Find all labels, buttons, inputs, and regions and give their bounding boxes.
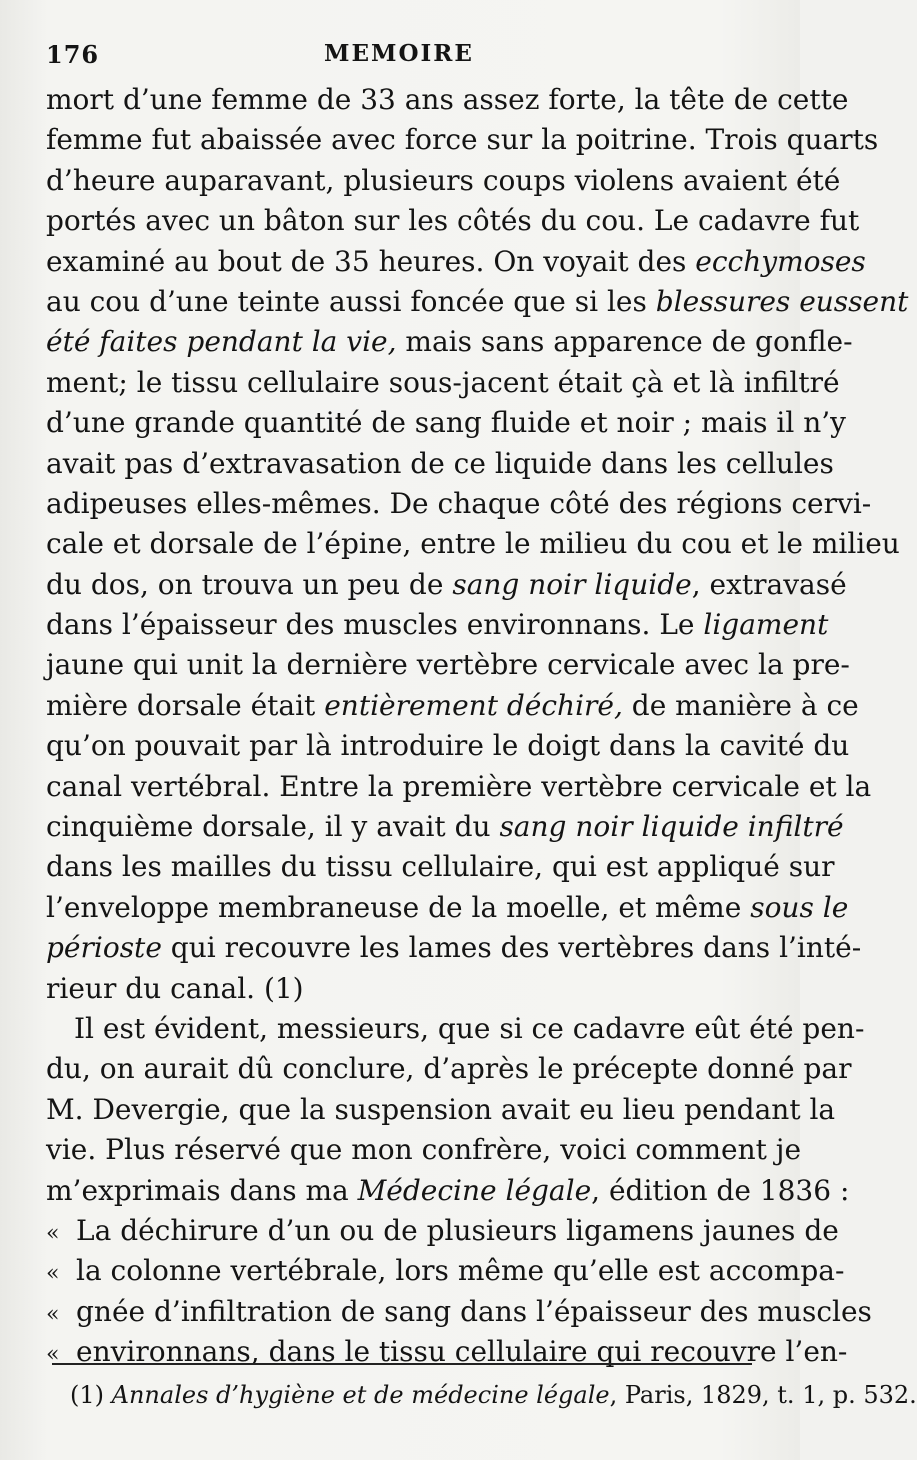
italic-text: entièrement déchiré, [324, 688, 623, 722]
text-line [46, 1049, 852, 1089]
body-text [46, 80, 909, 1373]
text-line [46, 1211, 839, 1251]
text-run: au cou d’une teinte aussi foncée que si les [46, 284, 656, 318]
text-line [46, 1171, 850, 1211]
text-run: portés avec un bâton sur les côtés du cou. Le cadavre fut [46, 204, 860, 238]
text-run: rieur du canal. (1) [46, 971, 304, 1005]
text-run: de manière à ce [622, 688, 859, 722]
italic-text: ligament [703, 608, 829, 642]
text-line [46, 1251, 845, 1291]
text-run: l’enveloppe membraneuse de la moelle, et même [46, 890, 751, 924]
text-line [46, 928, 862, 968]
text-line [46, 686, 859, 726]
text-run: qui recouvre les lames des vertèbres dans l’inté- [161, 931, 862, 965]
italic-text: périoste [46, 931, 162, 965]
text-run: d’une grande quantité de sang fluide et noir ; mais il n’y [46, 406, 846, 440]
text-run: la colonne vertébrale, lors même qu’elle est accompa- [76, 1254, 845, 1288]
text-line [46, 524, 900, 564]
quote-mark: « [46, 1261, 60, 1287]
text-line [46, 1090, 836, 1130]
text-line [46, 484, 872, 524]
text-run: examiné au bout de 35 heures. On voyait des [46, 244, 696, 278]
text-run: environnans, dans le tissu cellulaire qui recouvre l’en- [76, 1335, 848, 1369]
text-run: mais sans apparence de gonfle- [396, 325, 853, 359]
quote-mark: « [46, 1220, 60, 1246]
text-run: du dos, on trouva un peu de [46, 567, 453, 601]
page-header [46, 38, 752, 74]
text-run: jaune qui unit la dernière vertèbre cervicale avec la pre- [46, 648, 850, 682]
text-line [46, 1332, 848, 1372]
italic-text: été faites pendant la vie, [46, 325, 397, 359]
text-line [46, 605, 829, 645]
text-run: , extravasé [691, 567, 847, 601]
footnote-rule [52, 1363, 752, 1365]
text-line [46, 847, 835, 887]
text-run: femme fut abaissée avec force sur la poitrine. Trois quarts [46, 123, 879, 157]
text-line [46, 888, 849, 928]
text-line [46, 807, 844, 847]
italic-text: sang noir liquide infiltré [499, 810, 844, 844]
text-run: La déchirure d’un ou de plusieurs ligamens jaunes de [76, 1213, 839, 1247]
footnote-citation: , Paris, 1829, t. 1, p. 532. [609, 1381, 917, 1409]
text-line [46, 161, 841, 201]
text-run: d’heure auparavant, plusieurs coups violens avaient été [46, 163, 841, 197]
text-run: qu’on pouvait par là introduire le doigt dans la cavité du [46, 729, 850, 763]
text-run: mort d’une femme de 33 ans assez forte, la tête de cette [46, 83, 849, 116]
text-line [46, 969, 752, 1009]
text-run: Il est évident, messieurs, que si ce cadavre eût été pen- [74, 1011, 865, 1045]
quote-mark: « [46, 1301, 60, 1327]
text-run: du, on aurait dû conclure, d’après le précepte donné par [46, 1052, 852, 1086]
text-line [46, 322, 853, 362]
text-run: gnée d’infiltration de sang dans l’épaisseur des muscles [76, 1294, 872, 1328]
text-line [46, 80, 849, 120]
italic-text: sang noir liquide [452, 567, 692, 601]
text-run: dans l’épaisseur des muscles environnans. Le [46, 608, 704, 642]
italic-text: sous le [750, 890, 849, 924]
text-run: adipeuses elles-mêmes. De chaque côté des régions cervi- [46, 486, 872, 520]
text-run: mière dorsale était [46, 688, 325, 722]
text-line [46, 363, 840, 403]
text-run: cale et dorsale de l’épine, entre le milieu du cou et le milieu [46, 527, 900, 561]
text-run: avait pas d’extravasation de ce liquide dans les cellules [46, 446, 834, 480]
footnote [70, 1378, 917, 1412]
text-run: M. Devergie, que la suspension avait eu lieu pendant la [46, 1092, 836, 1126]
italic-text: Médecine légale [357, 1173, 592, 1207]
text-run: , édition de 1836 : [591, 1173, 850, 1207]
text-run: dans les mailles du tissu cellulaire, qui est appliqué sur [46, 850, 835, 884]
text-run: vie. Plus réservé que mon confrère, voici comment je [46, 1133, 802, 1167]
text-run: m’exprimais dans ma [46, 1173, 358, 1207]
text-run: ment; le tissu cellulaire sous-jacent était çà et là infiltré [46, 365, 840, 399]
footnote-title: Annales d’hygiène et de médecine légale [111, 1381, 610, 1409]
text-line [46, 282, 909, 322]
text-line [46, 201, 860, 241]
text-line [46, 120, 879, 160]
running-head: MEMOIRE [324, 40, 474, 67]
page-number: 176 [46, 40, 100, 69]
text-line [46, 1292, 872, 1332]
text-line [46, 444, 834, 484]
text-line [46, 726, 850, 766]
footnote-marker: (1) [70, 1381, 104, 1409]
text-line [46, 767, 872, 807]
text-line [46, 565, 847, 605]
text-line [46, 645, 850, 685]
text-line [46, 1009, 865, 1049]
text-line [46, 242, 866, 282]
text-run: canal vertébral. Entre la première vertèbre cervicale et la [46, 769, 872, 803]
text-line [46, 403, 846, 443]
quote-mark: « [46, 1342, 60, 1368]
text-run: cinquième dorsale, il y avait du [46, 810, 500, 844]
text-line [46, 1130, 802, 1170]
italic-text: ecchymoses [695, 244, 866, 278]
italic-text: blessures eussent [655, 284, 909, 318]
